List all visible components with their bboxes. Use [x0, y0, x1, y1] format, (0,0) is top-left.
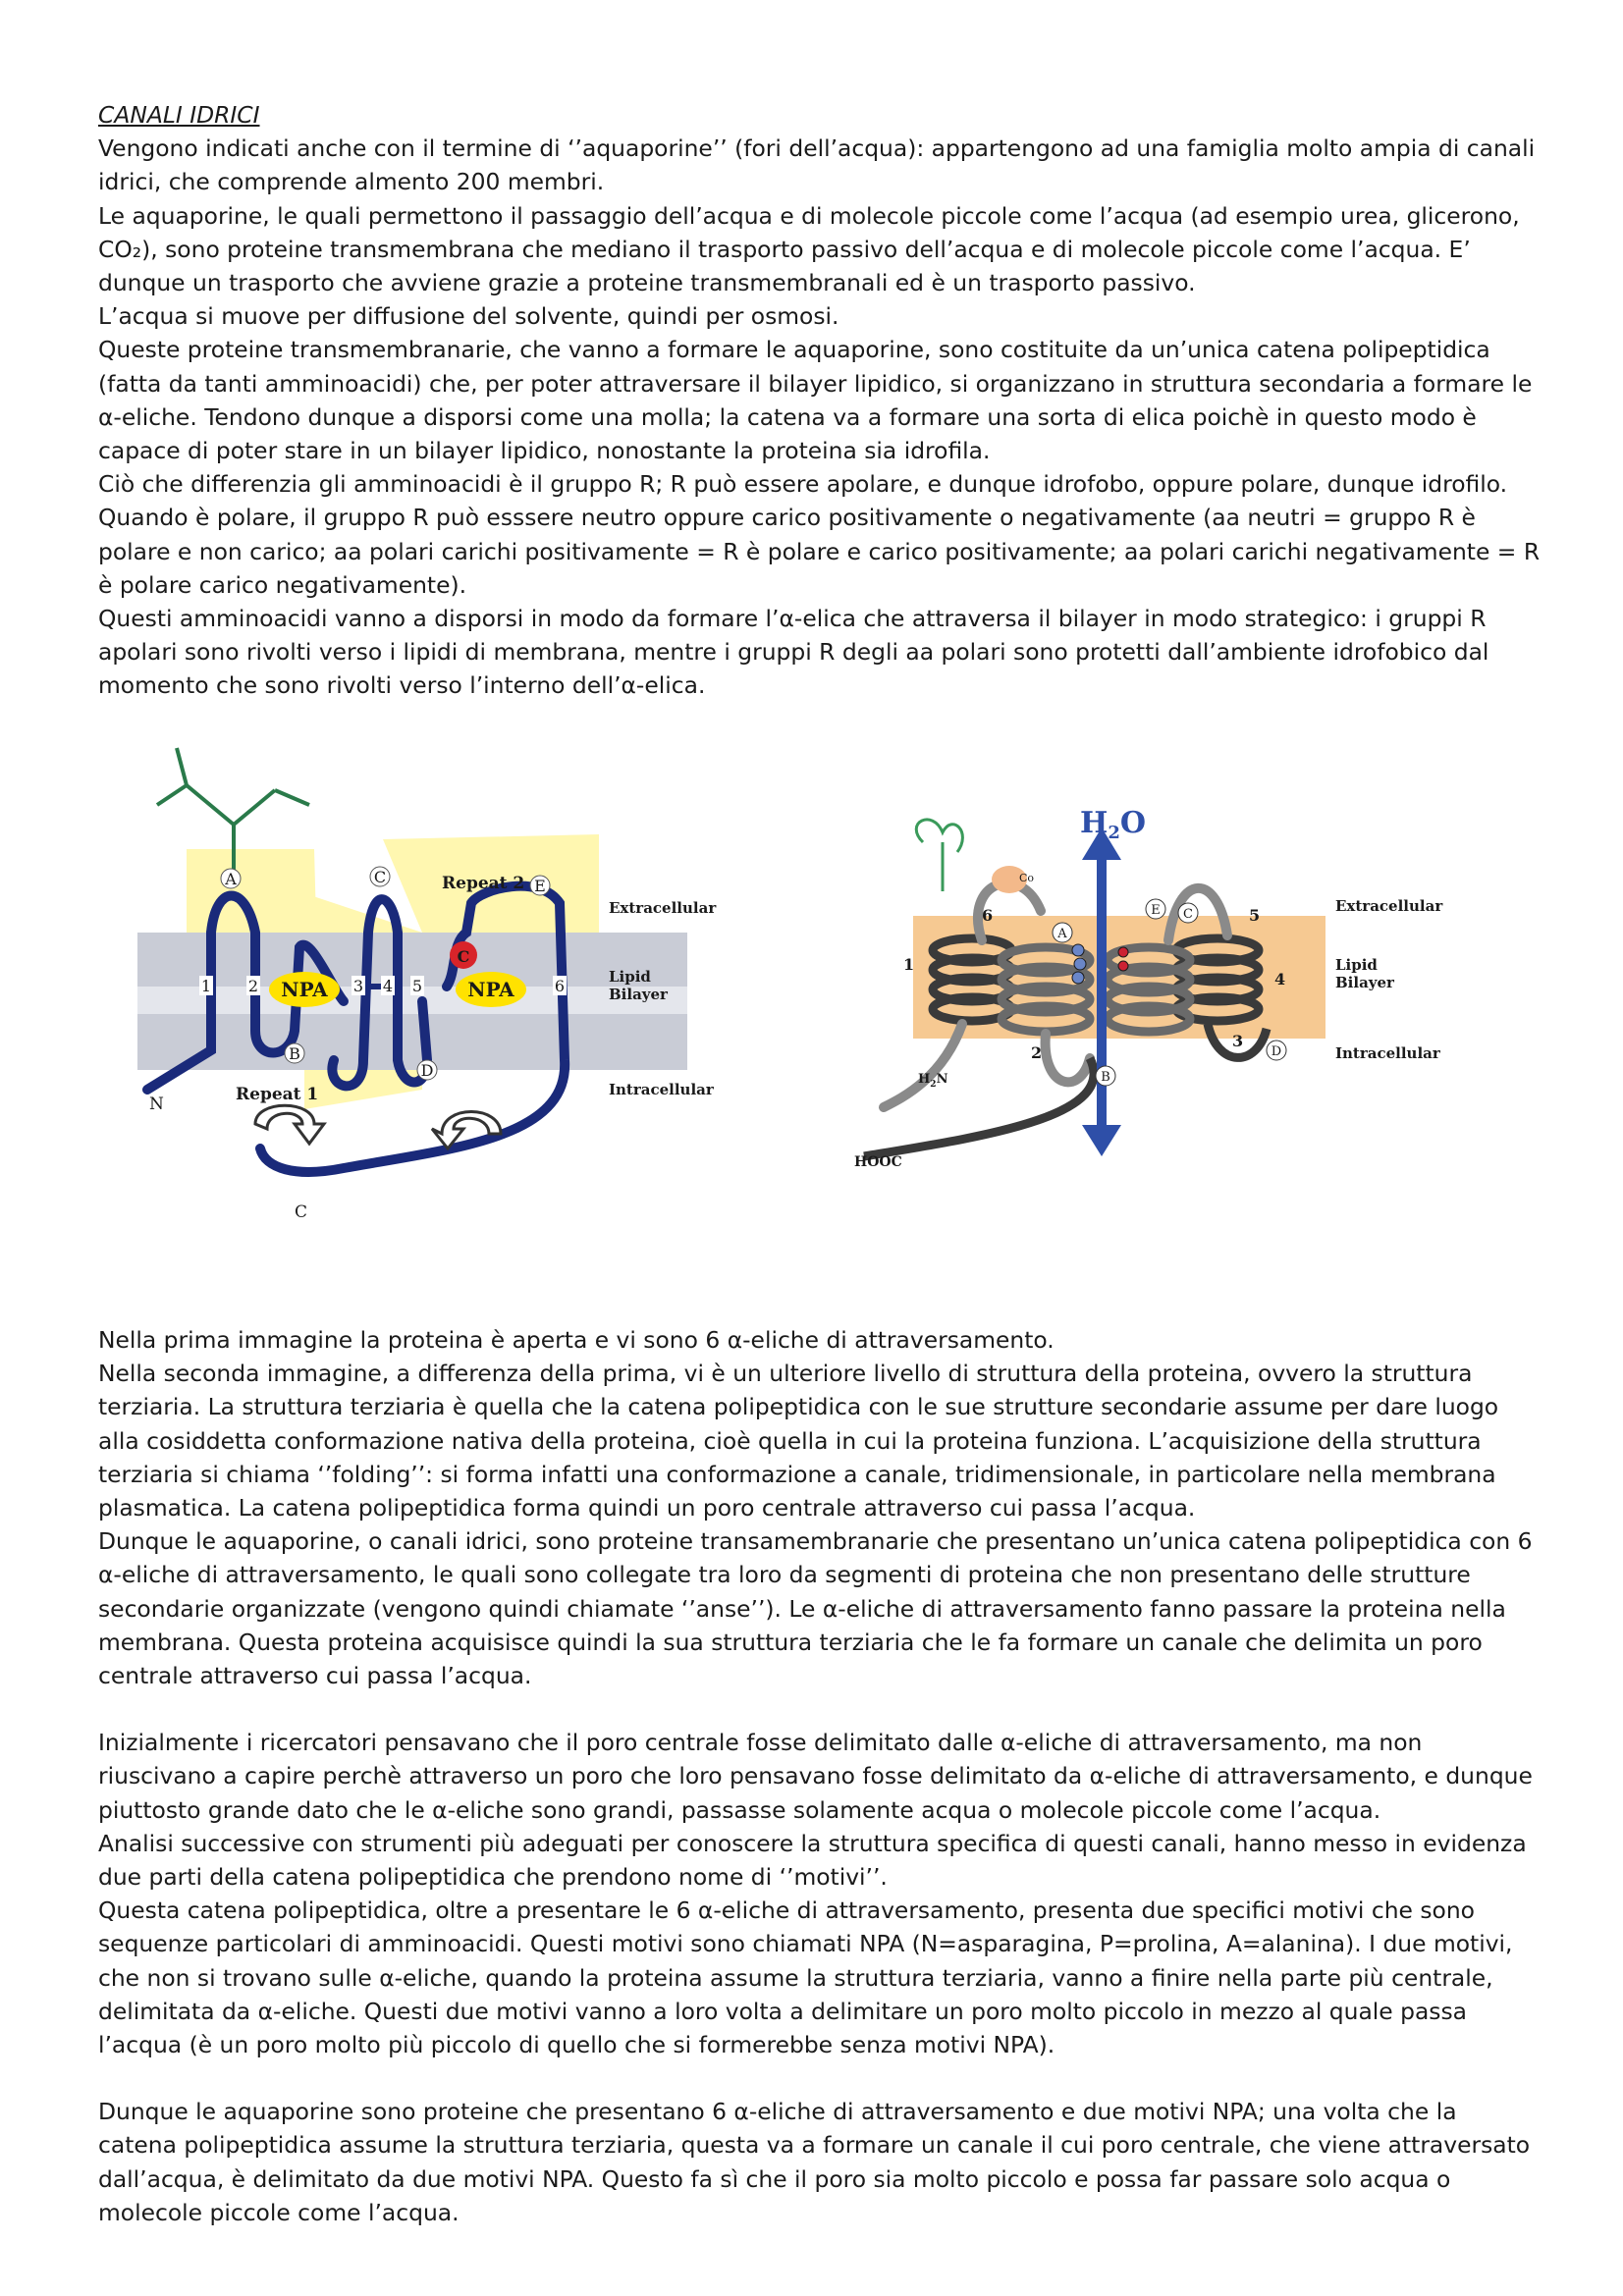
paragraph: Le aquaporine, le quali permettono il passaggio dell’acqua e di molecole piccole come l’acqua (ad esempio urea, glicerono, CO₂), sono proteine transmembrana che mediano il trasporto passivo dell’acqua e di molecole piccole come l’acqua. E’ dunque un trasporto che avviene grazie a proteine transmembranali ed è un trasporto passivo. [98, 201, 1520, 297]
lipid-label: Lipid [1335, 956, 1378, 974]
glycosylation-icon [916, 820, 962, 891]
co-label: Co [1019, 872, 1035, 884]
top-text-block [98, 98, 1542, 703]
npa-label-1: NPA [281, 978, 328, 1001]
c-terminus-label: C [295, 1202, 308, 1222]
paragraph: L’acqua si muove per diffusione del solvente, quindi per osmosi. [98, 302, 839, 331]
n-terminus-label: N [149, 1095, 164, 1114]
paragraph: Ciò che differenzia gli amminoacidi è il gruppo R; R può essere apolare, e dunque idrofobo, oppure polare, dunque idrofilo. Quando è polare, il gruppo R può esssere neutro oppure carico positivamente o negativamente (aa neutri = gruppo R è polare e non carico; aa polari carichi positivamente = R è polare e carico positivamente; aa polari carichi negativamente = R è polare carico negativamente). [98, 470, 1541, 599]
svg-text:2: 2 [1031, 1043, 1043, 1062]
svg-text:B: B [1101, 1070, 1110, 1085]
loop-c: C [373, 868, 387, 886]
svg-text:3: 3 [352, 977, 364, 995]
svg-text:5: 5 [1249, 906, 1261, 925]
bottom-text-block [98, 1323, 1542, 2229]
paragraph: Questa catena polipeptidica, oltre a presentare le 6 α-eliche di attraversamento, presenta due specifici motivi che sono sequenze particolari di amminoacidi. Questi motivi sono chiamati NPA (N=asparagina, P=prolina, A=alanina). I due motivi, che non si trovano sulle α-eliche, quando la proteina assume la struttura terziaria, vanno a finire nella parte più centrale, delimitata da α-eliche. Questi due motivi vanno a loro volta a delimitare un poro molto piccolo in mezzo al quale passa l’acqua (è un poro molto più piccolo di quello che si formerebbe senza motivi NPA). [98, 1896, 1513, 2059]
lipid-label: Lipid [609, 968, 651, 986]
repeat1-label: Repeat 1 [236, 1085, 319, 1104]
extracellular-label: Extracellular [1335, 897, 1443, 915]
svg-text:6: 6 [554, 977, 566, 995]
bilayer-label: Bilayer [1335, 974, 1394, 991]
paragraph: Questi amminoacidi vanno a disporsi in modo da formare l’α-elica che attraversa il bilayer in modo strategico: i gruppi R apolari sono rivolti verso i lipidi di membrana, mentre i gruppi R degli aa polari sono protetti dall’ambiente idrofobico dal momento che sono rivolti verso l’interno dell’α-elica. [98, 605, 1489, 700]
svg-text:3: 3 [1232, 1032, 1244, 1050]
svg-text:1: 1 [200, 977, 212, 995]
section-title: CANALI IDRICI [98, 101, 260, 129]
hooc-label: HOOC [854, 1154, 902, 1170]
svg-text:A: A [1057, 927, 1067, 941]
repeat2-label: Repeat 2 [442, 874, 525, 893]
svg-text:4: 4 [382, 977, 394, 995]
svg-text:2: 2 [247, 977, 259, 995]
h2n-label: $H_2N$ [918, 1072, 948, 1090]
paragraph: Nella seconda immagine, a differenza della prima, vi è un ulteriore livello di struttura della proteina, ovvero la struttura terziaria. La struttura terziaria è quella che la catena polipeptidica con le sue strutture secondarie assume per dare luogo alla cosiddetta conformazione nativa della proteina, cioè quella in cui la proteina funziona. L’acquisizione della struttura terziaria si chiama ‘’folding’’: si forma infatti una conformazione a canale, tridimensionale, in particolare nella membrana plasmatica. La catena polipeptidica forma quindi un poro centrale attraverso cui passa l’acqua. [98, 1360, 1499, 1522]
svg-text:E: E [1151, 903, 1161, 918]
paragraph: Dunque le aquaporine sono proteine che presentano 6 α-eliche di attraversamento e due motivi NPA; una volta che la catena polipeptidica assume la struttura terziaria, questa va a formare un canale il cui poro centrale, che viene attraversato dall’acqua, è delimitato da due motivi NPA. Questo fa sì che il poro sia molto piccolo e possa far passare solo acqua o molecole piccole come l’acqua. [98, 2098, 1531, 2226]
paragraph: Dunque le aquaporine, o canali idrici, sono proteine transamembranarie che presentano un’unica catena polipeptidica con 6 α-eliche di attraversamento, le quali sono collegate tra loro da segmenti di proteina che non presentano delle strutture secondarie organizzate (vengono quindi chiamate ‘’anse’’). Le α-eliche di attraversamento fanno passare la proteina nella membrana. Questa proteina acquisisce quindi la sua struttura terziaria che le fa formare un canale che delimita un poro centrale attraverso cui passa l’acqua. [98, 1527, 1533, 1690]
loop-e: E [534, 877, 546, 895]
svg-text:5: 5 [411, 977, 423, 995]
paragraph: Analisi successive con strumenti più adeguati per conoscere la struttura specifica di questi canali, hanno messo in evidenza due parti della catena polipeptidica che prendono nome di ‘’motivi’’. [98, 1829, 1527, 1892]
paragraph: Inizialmente i ricercatori pensavano che il poro centrale fosse delimitato dalle α-eliche di attraversamento, ma non riuscivano a capire perchè attraverso un poro che loro pensavano fosse delimitato da α-eliche di attraversamento, e dunque piuttosto grande dato che le α-eliche sono grandi, passasse solamente acqua o molecole piccole come l’acqua. [98, 1729, 1533, 1824]
extracellular-label: Extracellular [609, 899, 717, 917]
loop-a: A [225, 870, 237, 888]
aquaporin-3d-figure [844, 803, 1473, 1196]
intracellular-label: Intracellular [609, 1081, 714, 1098]
h2o-label: $H_2O$ [1080, 806, 1147, 843]
svg-text:D: D [1271, 1044, 1282, 1059]
aquaporin-topology-figure [128, 736, 717, 1247]
svg-text:4: 4 [1274, 970, 1286, 988]
npa-label-2: NPA [467, 978, 514, 1001]
svg-text:6: 6 [982, 906, 994, 925]
paragraph: Queste proteine transmembranarie, che vanno a formare le aquaporine, sono costituite da un’unica catena polipeptidica (fatta da tanti amminoacidi) che, per poter attraversare il bilayer lipidico, si organizzano in struttura secondaria a formare le α-eliche. Tendono dunque a disporsi come una molla; la catena va a formare una sorta di elica poichè in questo modo è capace di poter stare in un bilayer lipidico, nonostante la proteina sia idrofila. [98, 336, 1533, 465]
paragraph: Nella prima immagine la proteina è aperta e vi sono 6 α-eliche di attraversamento. [98, 1326, 1055, 1354]
c-term-chain [864, 1058, 1094, 1156]
svg-text:1: 1 [903, 955, 915, 974]
bilayer-label: Bilayer [609, 986, 668, 1003]
cysteine-label: C [457, 947, 470, 966]
svg-text:C: C [1183, 907, 1193, 922]
loop-d: D [420, 1061, 434, 1080]
paragraph: Vengono indicati anche con il termine di ‘’aquaporine’’ (fori dell’acqua): appartengono ad una famiglia molto ampia di canali idrici, che comprende almento 200 membri. [98, 134, 1536, 196]
intracellular-label: Intracellular [1335, 1044, 1440, 1062]
loop-b: B [289, 1044, 300, 1063]
